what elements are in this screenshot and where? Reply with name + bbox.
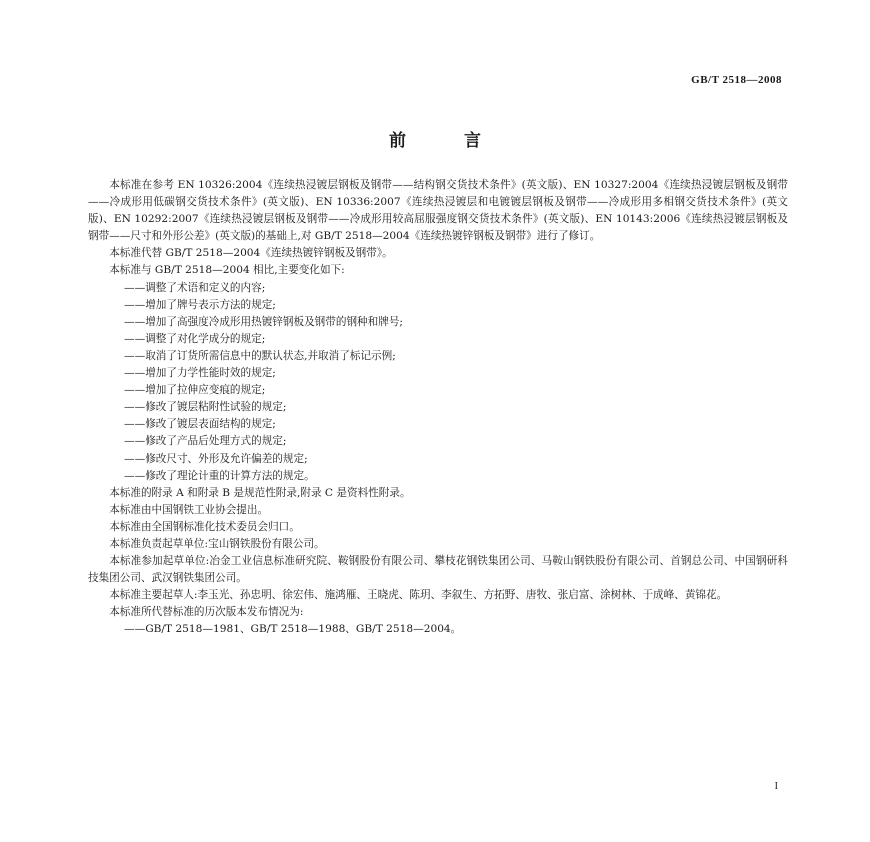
list-item: ——调整了术语和定义的内容; — [124, 281, 266, 294]
page-number: I — [774, 781, 778, 792]
list-item: ——修改了产品后处理方式的规定; — [124, 435, 287, 448]
title-char-1: 前 — [389, 131, 406, 151]
list-item: ——修改了镀层粘附性试验的规定; — [124, 401, 287, 414]
foreword-body — [88, 177, 788, 639]
proposer-paragraph: 本标准由中国钢铁工业协会提出。 — [109, 503, 269, 516]
list-item: ——增加了拉伸应变痕的规定; — [124, 384, 266, 397]
list-item: ——取消了订货所需信息中的默认状态,并取消了标记示例; — [124, 349, 396, 362]
drafters-paragraph: 本标准主要起草人:李玉光、孙忠明、徐宏伟、施鸿雁、王晓虎、陈玥、李叙生、方拓野、唐牧、张启富、涂树林、于成峰、黄锦花。 — [109, 589, 728, 602]
list-item: ——调整了对化学成分的规定; — [124, 332, 266, 345]
list-item: ——增加了力学性能时效的规定; — [124, 367, 276, 380]
list-item: ——修改了理论计重的计算方法的规定。 — [124, 469, 315, 482]
administrator-paragraph: 本标准由全国钢标准化技术委员会归口。 — [109, 520, 300, 533]
changes-intro-paragraph: 本标准与 GB/T 2518—2004 相比,主要变化如下: — [109, 264, 345, 277]
participating-units-paragraph: 本标准参加起草单位:冶金工业信息标准研究院、鞍钢股份有限公司、攀枝花钢铁集团公司、马鞍山钢铁股份有限公司、首钢总公司、中国钢研科技集团公司、武汉钢铁集团公司。 — [88, 555, 788, 585]
title-char-2: 言 — [464, 131, 481, 151]
history-intro-paragraph: 本标准所代替标准的历次版本发布情况为: — [109, 606, 304, 619]
replaces-paragraph: 本标准代替 GB/T 2518—2004《连续热镀锌钢板及钢带》。 — [109, 247, 393, 260]
changes-list — [88, 280, 788, 485]
page-title — [0, 126, 870, 151]
reference-paragraph: 本标准在参考 EN 10326:2004《连续热浸镀层钢板及钢带——结构钢交货技术条件》(英文版)、EN 10327:2004《连续热浸镀层钢板及钢带——冷成形用低碳钢交货技术条件》(英文版)、EN 10336:2007《连续热浸镀层和电镀镀层钢板及钢带——冷成形用多相钢交货技术条件》(英文版)、EN 10292:2007《连续热浸镀层钢板及钢带——冷成形用较高屈服强度钢交货技术条件》(英文版)、EN 10143:2006《连续热浸镀层钢板及钢带——尺寸和外形公差》(英文版)的基础上,对 GB/T 2518—2004《连续热镀锌钢板及钢带》进行了修订。 — [88, 179, 788, 243]
list-item: ——修改尺寸、外形及允许偏差的规定; — [124, 452, 308, 465]
list-item: ——增加了牌号表示方法的规定; — [124, 298, 276, 311]
list-item: ——修改了镀层表面结构的规定; — [124, 418, 276, 431]
list-item: ——增加了高强度冷成形用热镀锌钢板及钢带的钢种和牌号; — [124, 315, 404, 328]
annex-paragraph: 本标准的附录 A 和附录 B 是规范性附录,附录 C 是资料性附录。 — [109, 486, 411, 499]
standard-code: GB/T 2518—2008 — [691, 74, 782, 86]
history-list-item: ——GB/T 2518—1981、GB/T 2518—1988、GB/T 2518—2004。 — [124, 623, 462, 636]
drafting-unit-paragraph: 本标准负责起草单位:宝山钢铁股份有限公司。 — [109, 537, 325, 550]
